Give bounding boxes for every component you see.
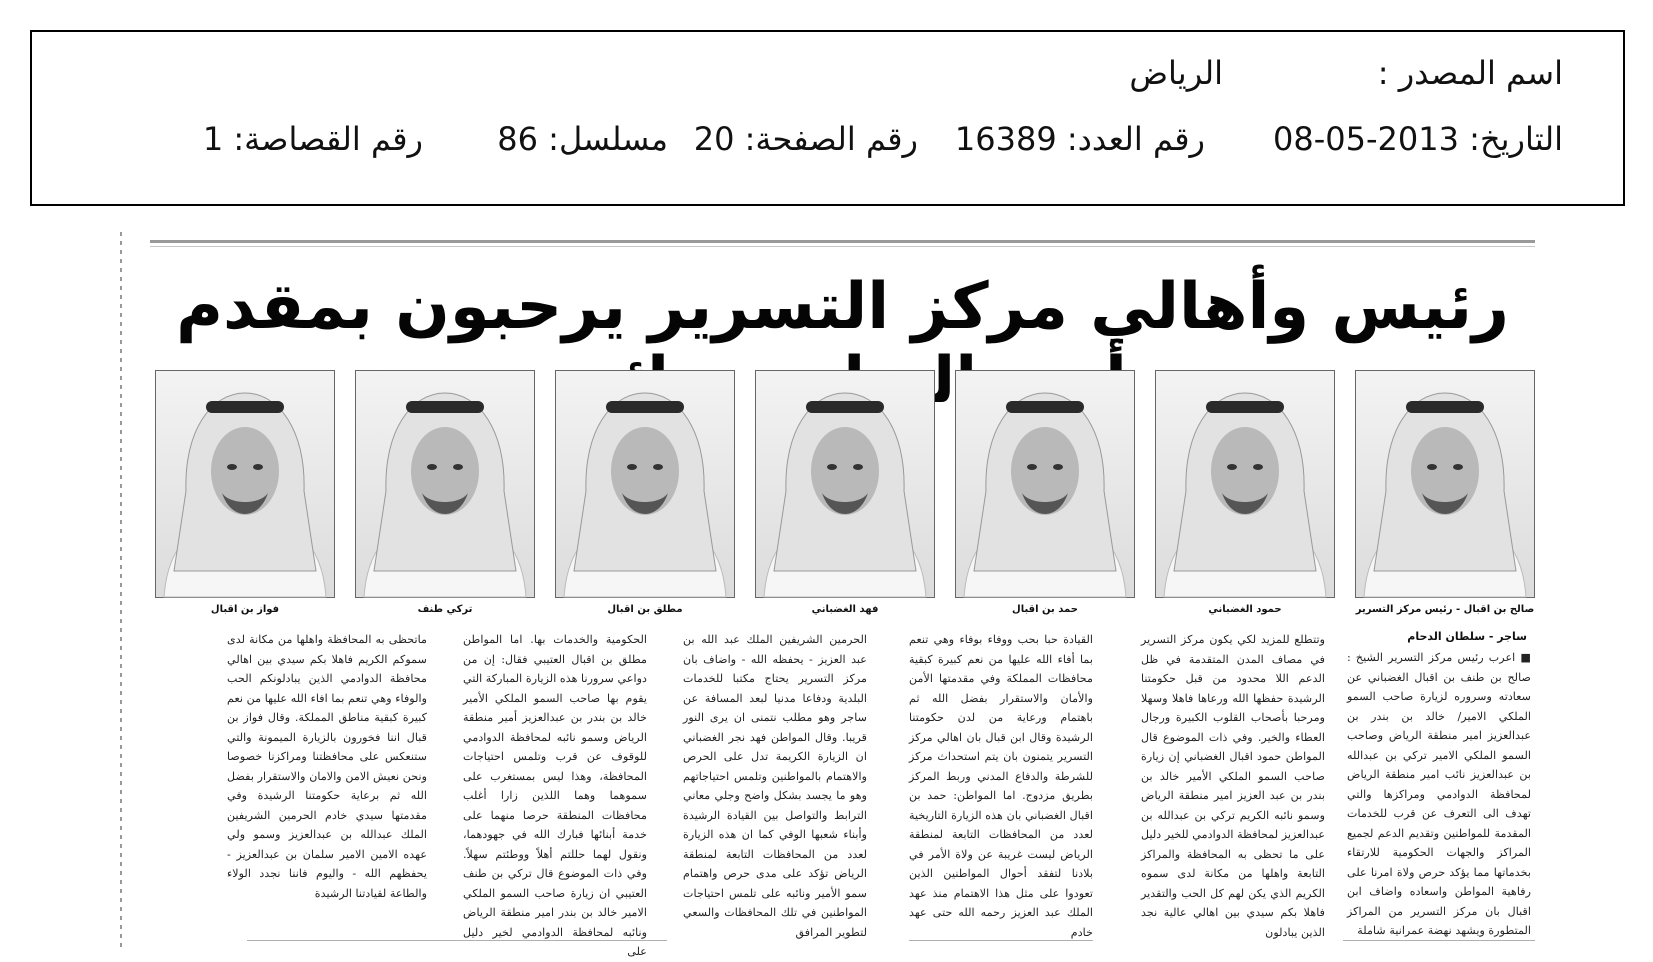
article-column: ماتحظى به المحافظة واهلها من مكانة لدى سموكم الكريم فاهلا بكم سيدي بين اهالي محافظة الدوادمي الذين يبادلونكم الحب والوفاء وهي تنعم بما افاء الله عليها من نعم كبيرة كبقية مناطق المملكة. وقال فواز بن قبال اننا فخورون بالزيارة الميمونة والتي ستنعكس على محافظتنا ومراكزنا خصوصا ونحن نعيش الامن والامان والاستقرار بفضل الله ثم برعاية حكومتنا الرشيدة وفي مقدمتها سيدي خادم الحرمين الشريفين الملك عبدالله بن عبدالعزيز وسمو ولي عهده الامين الامير سلمان بن عبدالعزيز - يحفظهم الله - واليوم فاننا نجدد الولاء والطاعة لقيادتنا الرشيدة [227, 633, 427, 900]
eye-shape [427, 464, 437, 470]
photo-caption: حمود الغضباني [1208, 604, 1282, 615]
agal-band [1006, 401, 1084, 413]
article-headline: رئيس وأهالي مركز التسرير يرحبون بمقدم [176, 270, 1509, 344]
portrait-photo [155, 370, 335, 598]
portrait-silhouette [556, 371, 734, 597]
portrait-silhouette [1156, 371, 1334, 597]
eye-shape [1053, 464, 1063, 470]
clip-value: 1 [202, 120, 224, 158]
eye-shape [453, 464, 463, 470]
article-column: الحرمين الشريفين الملك عبد الله بن عبد العزيز - يحفظه الله - واضاف بان مركز التسرير يحتاج مكتبا للخدمات البلدية ودفاعا مدنيا لبعد المسافة عن ساجر وهو مطلب نتمنى ان يرى النور قريبا. وقال المواطن فهد نجر الغضباني ان الزيارة الكريمة تدل على الحرص والاهتمام بالمواطنين وتلمس احتياجاتهم وهو ما يجسد بشكل واضح وجلي معاني الترابط والتواصل بين القيادة الرشيدة وأبناء شعبها الوفي كما ان هذه الزيارة لعدد من المحافظات التابعة لمنطقة الرياض تؤكد على مدى حرص واهتمام سمو الأمير ونائبه على تلمس احتياجات المواطنين في تلك المحافظات والسعي لتطوير المرافق [683, 633, 867, 939]
bottom-rule [247, 940, 667, 941]
photo-caption: فهد الغضباني [811, 604, 879, 615]
eye-shape [1227, 464, 1237, 470]
eye-shape [1453, 464, 1463, 470]
eye-shape [853, 464, 863, 470]
source-label: اسم المصدر : [1377, 54, 1563, 92]
agal-band [1206, 401, 1284, 413]
eye-shape [827, 464, 837, 470]
photo-caption: صالح بن اقبال - رئيس مركز التسرير [1355, 604, 1535, 615]
article-column: وتتطلع للمزيد لكي يكون مركز التسرير في مصاف المدن المتقدمة في ظل الدعم اللا محدود من قبل حكومتنا الرشيدة حفظها الله ورعاها فاهلا وسهلا ومرحبا بأصحاب القلوب الكبيرة ورجال العطاء والخير. وفي ذات الموضوع قال المواطن حمود اقبال الغضباني إن زيارة صاحب السمو الملكي الأمير خالد بن بندر بن عبد العزيز امير منطقة الرياض وسمو نائبه الكريم تركي بن عبدالله بن عبدالعزيز لمحافظة الدوادمي للخير دليل على ما تحظى به المحافظة والمراكز التابعة واهلها من مكانة لدى سموه الكريم الذي يكن لهم كل الحب والتقدير فاهلا بكم سيدي بين اهالي عالية نجد الذين يبادلون [1141, 633, 1325, 939]
clip-field [203, 120, 423, 158]
photo-caption: مطلق بن اقبال [607, 604, 683, 615]
photo-caption: تركي طنف [417, 604, 473, 615]
portrait-silhouette [956, 371, 1134, 597]
portrait-silhouette [156, 371, 334, 597]
page-value: 20 [693, 120, 735, 158]
eye-shape [627, 464, 637, 470]
face-shape [1011, 427, 1079, 515]
clipping-edge [120, 232, 122, 952]
serial-value: 86 [497, 120, 538, 158]
page-label: رقم الصفحة: [744, 120, 918, 158]
agal-band [606, 401, 684, 413]
portrait-photo [955, 370, 1135, 598]
issue-field [955, 120, 1205, 158]
date-value: 2013-05-08 [1273, 120, 1459, 158]
source-value: الرياض [1129, 54, 1223, 92]
face-shape [811, 427, 879, 515]
agal-band [806, 401, 884, 413]
newspaper-clipping [120, 232, 1535, 958]
face-shape [411, 427, 479, 515]
issue-value: 16389 [954, 120, 1057, 158]
eye-shape [1253, 464, 1263, 470]
face-shape [1211, 427, 1279, 515]
issue-label: رقم العدد: [1066, 120, 1205, 158]
eye-shape [253, 464, 263, 470]
clip-label: رقم القصاصة: [233, 120, 423, 158]
eye-shape [653, 464, 663, 470]
portrait-photo [1355, 370, 1535, 598]
portrait-photo [555, 370, 735, 598]
face-shape [611, 427, 679, 515]
portrait-photo [755, 370, 935, 598]
article-byline: ساجر - سلطان الدحام [1407, 630, 1527, 643]
photo-caption: فواز بن اقبال [210, 604, 280, 615]
bottom-rule [909, 940, 1093, 941]
portrait-silhouette [1356, 371, 1534, 597]
eye-shape [1427, 464, 1437, 470]
serial-label: مسلسل: [548, 120, 668, 158]
top-rule [150, 240, 1535, 243]
portrait-photo [355, 370, 535, 598]
portrait-photo [1155, 370, 1335, 598]
agal-band [206, 401, 284, 413]
agal-band [406, 401, 484, 413]
agal-band [1406, 401, 1484, 413]
article-column: القيادة حبا بحب ووفاء بوفاء وهي تنعم بما أفاء الله عليها من نعم كبيرة كبقية محافظات المملكة وفي مقدمتها الأمن والأمان والاستقرار بفضل الله ثم باهتمام ورعاية من لدن حكومتنا الرشيدة وقال ابن قبال بان اهالي مركز التسرير يتمنون بان يتم استحداث مركز للشرطة والدفاع المدني وربط المركز بطريق مزدوج. اما المواطن: حمد بن اقبال الغضباني بان هذه الزيارة التاريخية لعدد من المحافظات التابعة لمنطقة الرياض ليست غريبة عن ولاة الأمر في بلادنا لتفقد أحوال المواطنين الذين تعودوا على مثل هذا الاهتمام منذ عهد الملك عبد العزيز رحمه الله حتى عهد خادم [909, 633, 1093, 939]
bottom-rule [1343, 940, 1535, 941]
portrait-silhouette [356, 371, 534, 597]
serial-field [497, 120, 668, 158]
eye-shape [227, 464, 237, 470]
face-shape [1411, 427, 1479, 515]
photo-caption: حمد بن اقبال [1012, 604, 1078, 615]
article-column: ■ اعرب رئيس مركز التسرير الشيخ : صالح بن طنف بن اقبال الغضباني عن سعادته وسروره لزيارة صاحب السمو الملكي الامير/ خالد بن بندر بن عبدالعزيز امير منطقة الرياض وصاحب السمو الملكي الامير تركي بن عبدالله بن عبدالعزيز نائب امير منطقة الرياض لمحافظة الدوادمي ومراكزها والتي تهدف الى التعرف عن قرب للخدمات المقدمة للمواطنين وتقديم الدعم لجميع المراكز والجهات الحكومية للارتقاء بخدماتها مما يؤكد حرص ولاة امرنا على رفاهية المواطن واسعاده واضاف ابن اقبال بان مركز التسرير من المراكز المتطورة ويشهد نهضة عمرانية شاملة [1347, 651, 1531, 937]
date-field [1273, 120, 1563, 158]
page-field [694, 120, 918, 158]
date-label: التاريخ: [1469, 120, 1563, 158]
face-shape [211, 427, 279, 515]
article-column: الحكومية والخدمات بها. اما المواطن مطلق بن اقبال العتيبي فقال: إن من دواعي سرورنا هذه الزيارة المباركة التي يقوم بها صاحب السمو الملكي الأمير خالد بن بندر بن عبدالعزيز أمير منطقة الرياض وسمو نائبه لمحافظة الدوادمي للوقوف عن قرب وتلمس احتياجات المحافظة، وهذا ليس بمستغرب على سموهما وهما اللذين زارا أغلب محافظات المنطقة حرصا منهما على خدمة أبنائها فبارك الله في جهودهما، ونقول لهما حللتم أهلاً ووطئتم سهلاً. وفي ذات الموضوع قال تركي بن طنف العتيبي ان زيارة صاحب السمو الملكي الامير خالد بن بندر امير منطقة الرياض ونائبه لمحافظة الدوادمي لخير دليل على [463, 633, 647, 958]
portrait-silhouette [756, 371, 934, 597]
eye-shape [1027, 464, 1037, 470]
clipping-metadata-box [30, 30, 1625, 206]
top-rule-thin [150, 246, 1535, 247]
